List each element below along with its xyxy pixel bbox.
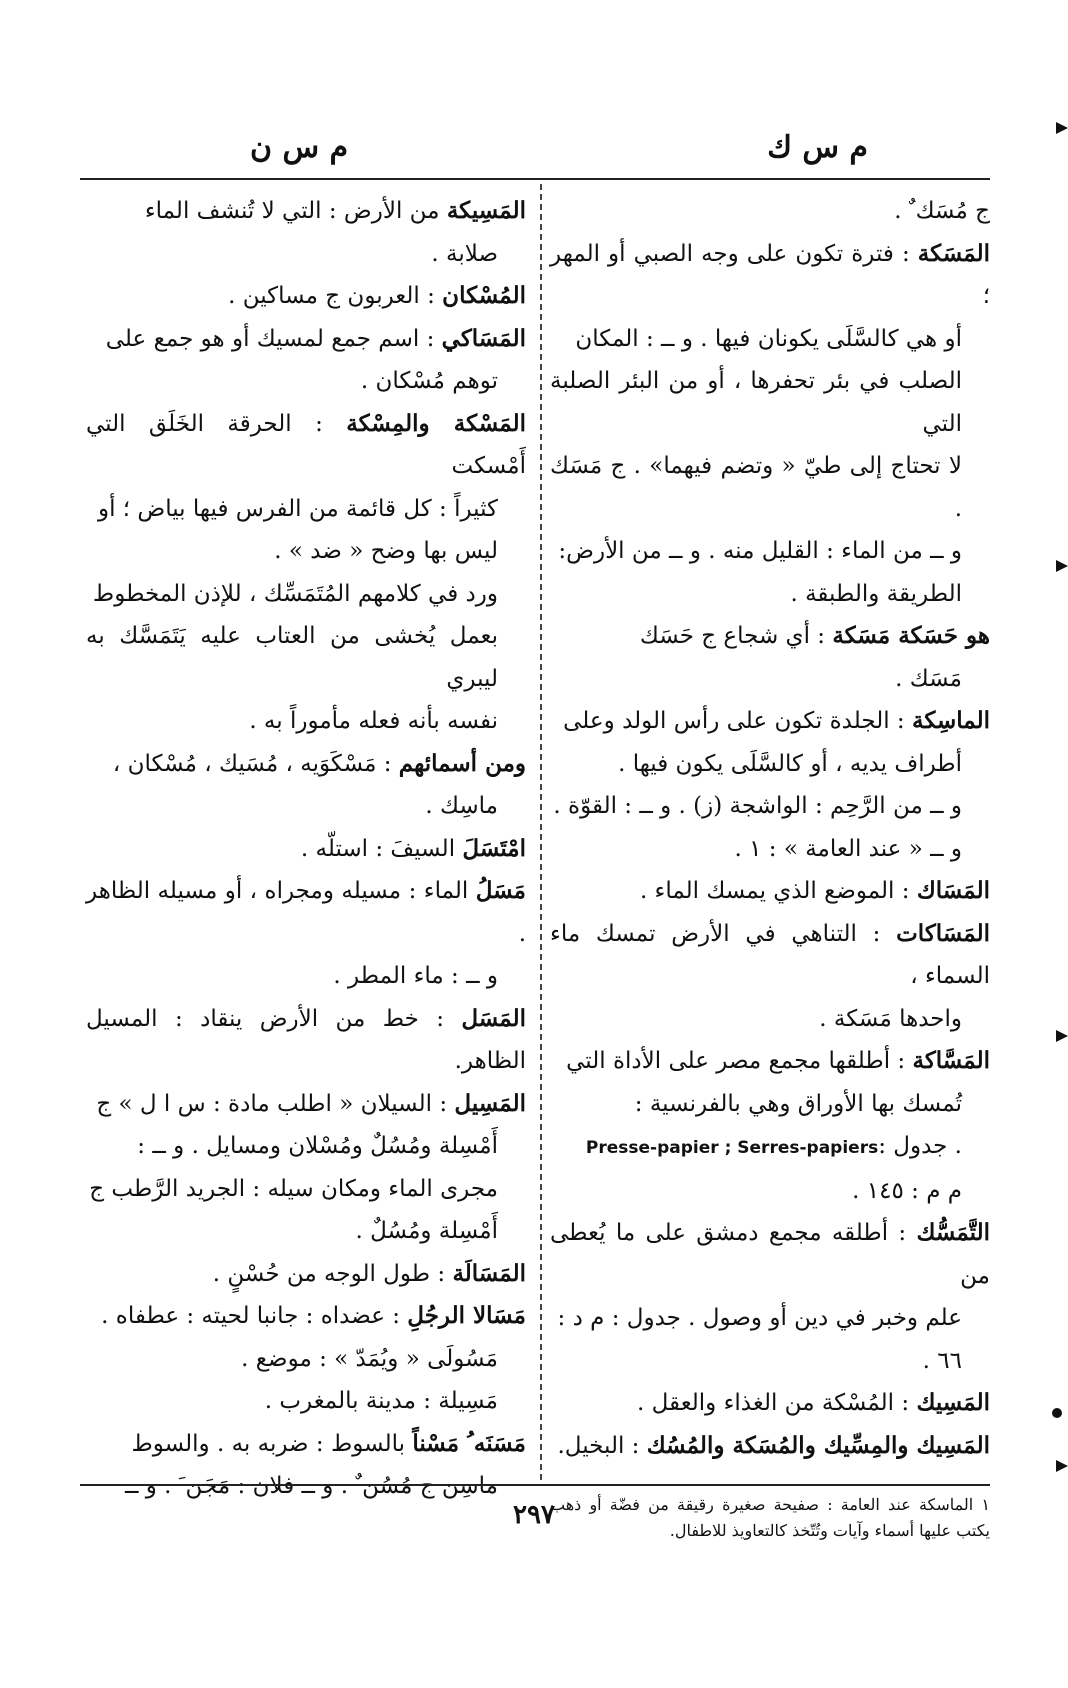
dictionary-entry-line <box>86 998 526 1083</box>
headword: المَسَكة <box>917 239 990 267</box>
definition-text: الماء : مسيله ومجراه ، أو مسيله الظاهر . <box>86 878 526 947</box>
dictionary-entry-line <box>550 828 990 871</box>
definition-text: و ــ « عند العامة » : ١ . <box>734 835 962 862</box>
definition-text: و ــ : ماء المطر . <box>333 963 498 989</box>
dictionary-entry-line <box>86 190 526 233</box>
page-number: ٢٩٧ <box>513 1500 555 1530</box>
definition-text: : الموضع الذي يمسك الماء . <box>639 878 917 904</box>
definition-text: : اسم جمع لمسيك أو هو جمع على <box>105 325 442 352</box>
dictionary-entry-line <box>550 530 990 573</box>
margin-mark <box>1056 1460 1068 1472</box>
dictionary-entry-line <box>550 360 990 445</box>
dictionary-entry-line <box>550 1425 990 1468</box>
definition-text: : مَسْكَوَيه ، مُسَيك ، مُسْكان ، <box>112 750 399 777</box>
dictionary-entry-line <box>550 913 990 998</box>
definition-text: بعمل يُخشى من العتاب عليه يَتَمَسَّك به ليبري <box>86 623 498 692</box>
headword: ومن أسمائهم <box>398 749 526 777</box>
definition-text: تُمسك بها الأوراق وهي بالفرنسية : <box>634 1090 962 1117</box>
page-header <box>0 120 1068 180</box>
definition-text: ٦٦ . <box>922 1347 962 1374</box>
left-column <box>86 190 526 1508</box>
definition-text: من الأرض : التي لا تُنشف الماء <box>144 198 447 224</box>
right-column-root-title: م س ك <box>767 130 868 165</box>
right-column <box>550 190 990 1544</box>
definition-text: أَمْسِلة ومُسُلٌ ومُسْلان ومسايل . و ــ : <box>137 1133 498 1159</box>
definition-text: صلابة . <box>431 240 498 267</box>
definition-text: و ــ من الماء : القليل منه . و ــ من الأرض: <box>558 538 962 564</box>
dictionary-entry-line <box>86 828 526 871</box>
dictionary-entry-line <box>86 955 526 998</box>
definition-text: الطريقة والطبقة . <box>790 580 962 607</box>
dictionary-entry-line <box>86 1210 526 1253</box>
dictionary-entry-line <box>550 1382 990 1425</box>
definition-text: و ــ من الرَّحِم : الواشجة (ز) . و ــ : القوّة . <box>553 793 962 819</box>
definition-text: : الجلدة تكون على رأس الولد وعلى <box>563 708 912 734</box>
headword: المَسَل <box>461 1004 526 1032</box>
definition-text: : عضداه : جانبا لحيته : عطفاه . <box>101 1303 408 1329</box>
footnote: ١ الماسكة عند العامة : صفيحة صغيرة رقيقة من فضّة أو ذهب يكتب عليها أسماء وآيات وتُتّخذ كالتعاويذ للاطفال. <box>550 1495 990 1540</box>
definition-text: أَمْسِلة ومُسُلٌ . <box>355 1218 498 1244</box>
definition-text: : العربون ج مساكين . <box>228 283 443 309</box>
dictionary-entry-line <box>550 998 990 1041</box>
dictionary-entry-line <box>550 870 990 913</box>
dictionary-entry-line <box>86 1083 526 1126</box>
dictionary-entry-line <box>86 573 526 616</box>
definition-text: ماسِن ج مُسُن ٌ . و ــ فلان : مَجَن َ . و ــ <box>124 1473 498 1499</box>
dictionary-entry-line <box>550 743 990 786</box>
definition-text: أو هي كالسَّلَى يكونان فيها . و ــ : المكان <box>575 325 962 352</box>
definition-text: مَسَك . <box>895 665 962 692</box>
headword: التَّمَسُّك <box>916 1219 990 1246</box>
dictionary-entry-line <box>86 785 526 828</box>
margin-mark <box>1056 560 1068 572</box>
definition-text: : أطلقها مجمع مصر على الأداة التي <box>566 1048 913 1074</box>
dictionary-entry-line <box>86 743 526 786</box>
definition-text: ماسِك . <box>425 793 498 819</box>
dictionary-entry-line <box>550 1125 990 1170</box>
headword: المَسِيكة <box>446 197 526 224</box>
headword: المَسَاكي <box>441 324 526 352</box>
french-term: Presse-papier ; Serres-papiers <box>579 1138 879 1158</box>
headword: المَسِيك والمِسِّيك والمُسَكة والمُسُك <box>646 1431 990 1459</box>
dictionary-entry-line <box>86 530 526 573</box>
dictionary-entry-line <box>86 1295 526 1338</box>
dictionary-entry-line <box>86 1423 526 1466</box>
headword: المَسَاك <box>916 877 990 904</box>
bottom-rule <box>80 1484 990 1486</box>
definition-text: نفسه بأنه فعله مأموراً به . <box>249 708 498 734</box>
margin-dot <box>1052 1408 1062 1418</box>
dictionary-entry-line <box>550 1297 990 1340</box>
headword: المُسْكان <box>442 282 526 309</box>
definition-text: السيفَ : استلّه . <box>300 835 463 862</box>
margin-mark <box>1056 1030 1068 1042</box>
definition-text: : الحرقة الخَلَق التي أَمْسكت <box>86 410 526 479</box>
definition-text: مَسُولَى « ويُمَدّ » : موضع . <box>241 1345 498 1372</box>
definition-text: ج مُسَك ٌ . <box>894 198 990 224</box>
dictionary-entry-line <box>550 658 990 701</box>
headword: المَسْكة والمِسْكة <box>346 409 527 437</box>
headword: المَسَّاكة <box>912 1047 990 1074</box>
headword: الماسِكة <box>911 707 990 734</box>
definition-text: : البخيل. <box>557 1432 647 1459</box>
definition-text: ليس بها وضح « ضد » . <box>274 538 498 564</box>
definition-text: م م : ١٤٥ . <box>852 1177 962 1204</box>
dictionary-entry-line <box>86 488 526 531</box>
dictionary-entry-line <box>86 615 526 700</box>
definition-text: ورد في كلامهم المُتَمَسِّك ، للإذن المخطوط <box>92 580 498 607</box>
definition-text: لا تحتاج إلى طيّ « وتضم فيهما» . ج مَسَك . <box>550 453 962 522</box>
dictionary-entry-line <box>550 190 990 233</box>
definition-text: : فترة تكون على وجه الصبي أو المهر ؛ <box>550 240 990 309</box>
dictionary-entry-line <box>86 870 526 955</box>
definition-text: . جدول : <box>878 1133 962 1159</box>
definition-text: : خط من الأرض ينقاد : المسيل الظاهر. <box>86 1005 526 1074</box>
dictionary-entry-line <box>550 1170 990 1213</box>
definition-text: واحدها مَسَكة . <box>819 1005 962 1032</box>
definition-text: توهم مُسْكان . <box>360 368 498 394</box>
dictionary-entry-line <box>550 573 990 616</box>
left-column-root-title: م س ن <box>250 130 349 165</box>
dictionary-entry-line <box>550 615 990 658</box>
dictionary-entry-line <box>86 233 526 276</box>
dictionary-entry-line <box>550 1212 990 1297</box>
definition-text: : التناهي في الأرض تمسك ماء السماء ، <box>550 920 990 989</box>
definition-text: : أطلقه مجمع دمشق على ما يُعطى من <box>550 1220 990 1289</box>
dictionary-entry-line <box>86 1125 526 1168</box>
dictionary-entry-line <box>86 1380 526 1423</box>
top-rule <box>80 178 990 180</box>
dictionary-entry-line <box>550 1083 990 1126</box>
dictionary-entry-line <box>86 700 526 743</box>
dictionary-entry-line <box>550 1340 990 1383</box>
dictionary-entry-line <box>550 233 990 318</box>
column-divider <box>540 184 542 1480</box>
headword: المَسِيك <box>916 1389 990 1416</box>
dictionary-entry-line <box>86 318 526 361</box>
dictionary-entry-line <box>86 1168 526 1211</box>
headword: مَسَالا الرجُلِ <box>407 1302 526 1329</box>
headword: مَسَنَه ُ مَسْناً <box>412 1429 526 1457</box>
headword: هو حَسَكة مَسَكة <box>832 622 990 649</box>
dictionary-entry-line <box>550 445 990 530</box>
dictionary-entry-line <box>86 360 526 403</box>
dictionary-entry-line <box>550 318 990 361</box>
definition-text: أطراف يديه ، أو كالسَّلَى يكون فيها . <box>618 750 962 777</box>
dictionary-entry-line <box>550 785 990 828</box>
definition-text: : طول الوجه من حُسْنٍ . <box>212 1260 453 1287</box>
definition-text: مَسِيلة : مدينة بالمغرب . <box>264 1388 498 1414</box>
margin-mark <box>1056 122 1068 134</box>
headword: المَسَالَة <box>452 1259 526 1287</box>
headword: المَسَاكات <box>896 919 990 947</box>
dictionary-entry-line <box>86 1253 526 1296</box>
definition-text: علم وخبر في دين أو وصول . جدول : م د : <box>557 1305 962 1331</box>
dictionary-entry-line <box>86 403 526 488</box>
dictionary-entry-line <box>86 1338 526 1381</box>
definition-text: : السيلان « اطلب مادة : س ا ل » ج <box>96 1090 455 1117</box>
headword: مَسَلُ <box>475 877 526 904</box>
dictionary-entry-line <box>550 1040 990 1083</box>
definition-text: مجرى الماء ومكان سيله : الجريد الرَّطب ج <box>89 1175 498 1202</box>
headword: المَسِيل <box>454 1089 526 1117</box>
headword: امْتَسَلَ <box>462 834 526 862</box>
definition-text: : أي شجاع ج حَسَك <box>639 623 833 649</box>
dictionary-entry-line <box>86 275 526 318</box>
definition-text: الصلب في بئر تحفرها ، أو من البئر الصلبة التي <box>550 368 962 437</box>
definition-text: : المُسْكة من الغذاء والعقل . <box>637 1390 917 1416</box>
dictionary-entry-line <box>550 700 990 743</box>
definition-text: كثيراً : كل قائمة من الفرس فيها بياض ؛ أو <box>98 495 498 522</box>
definition-text: بالسوط : ضربه به . والسوط <box>131 1430 413 1457</box>
